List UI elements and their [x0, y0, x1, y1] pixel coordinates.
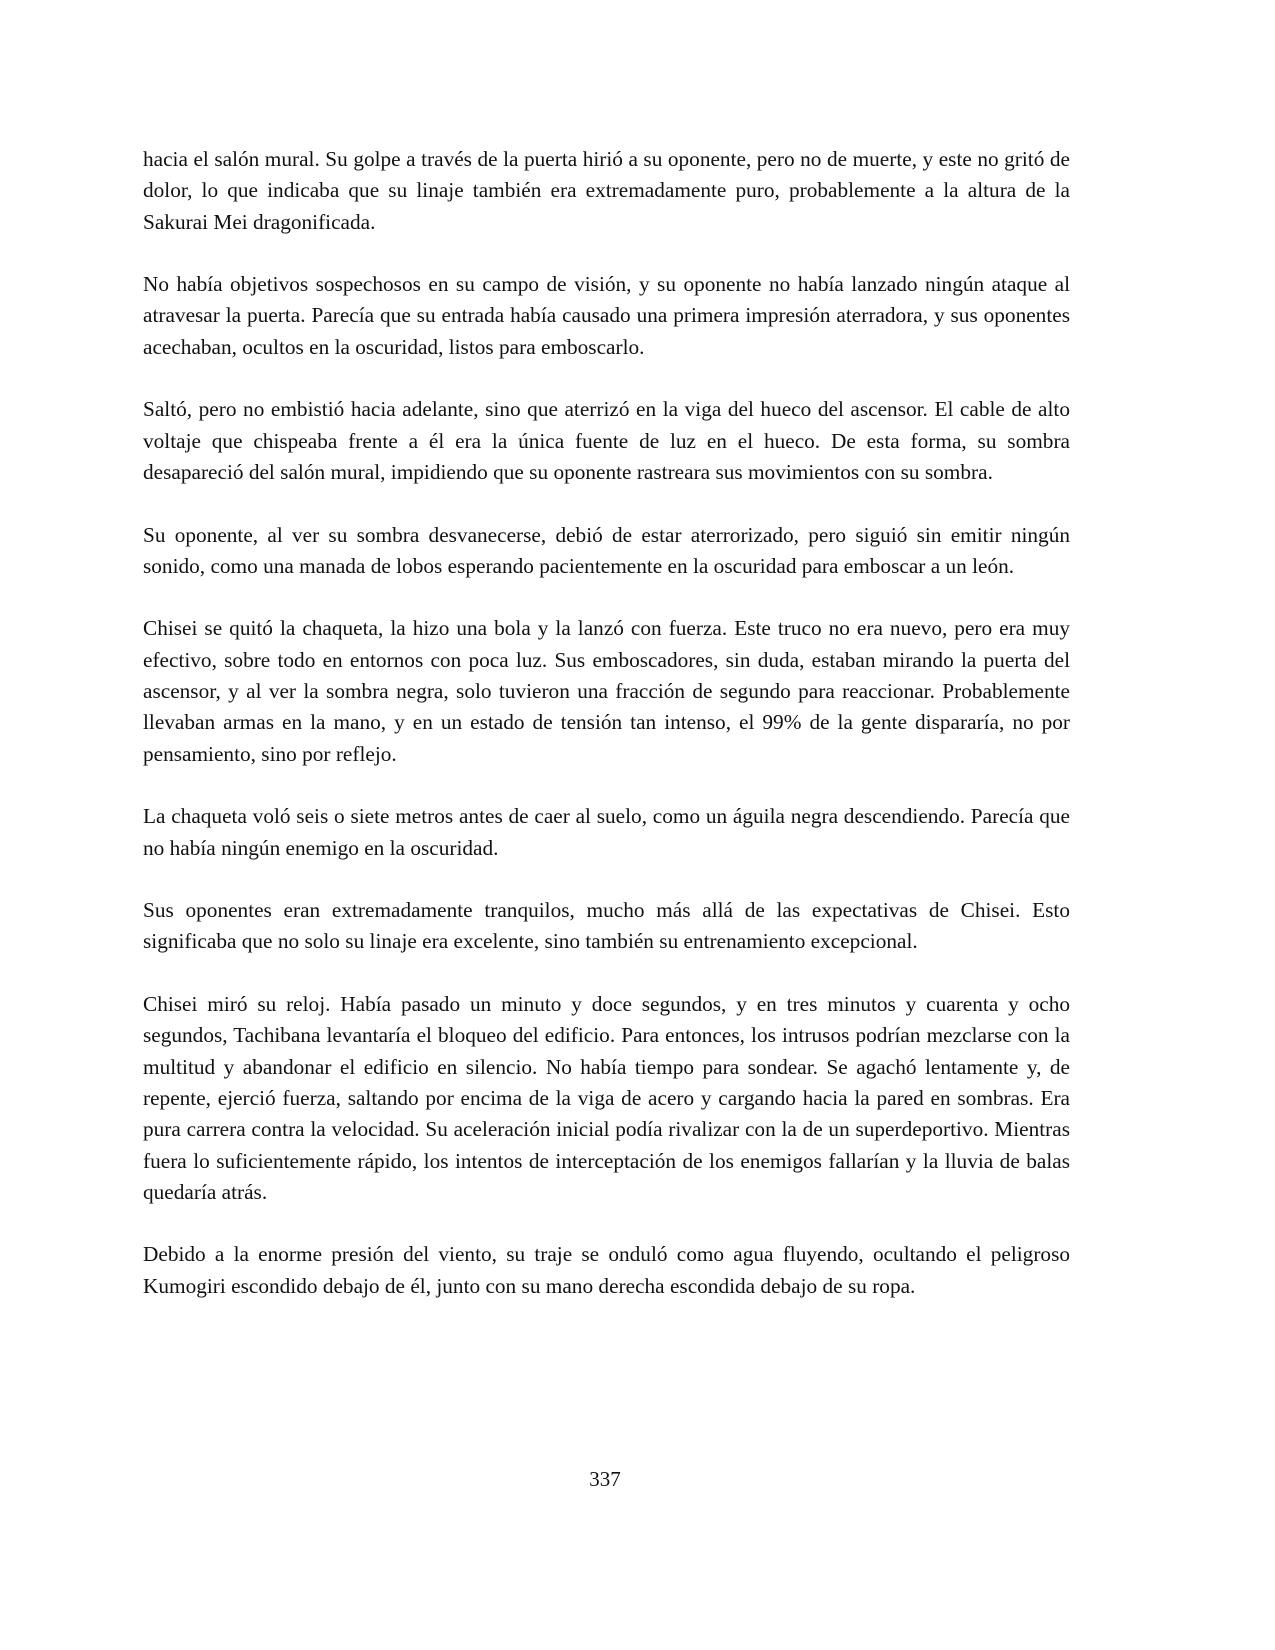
page-body: [143, 144, 1070, 1333]
paragraph: Chisei miró su reloj. Había pasado un minuto y doce segundos, y en tres minutos y cuarenta y ocho segundos, Tachibana levantaría el bloqueo del edificio. Para entonces, los intrusos podrían mezclarse con la multitud y abandonar el edificio en silencio. No había tiempo para sondear. Se agachó lentamente y, de repente, ejerció fuerza, saltando por encima de la viga de acero y cargando hacia la pared en sombras. Era pura carrera contra la velocidad. Su aceleración inicial podía rivalizar con la de un superdeportivo. Mientras fuera lo suficientemente rápido, los intentos de interceptación de los enemigos fallarían y la lluvia de balas quedaría atrás.: [143, 992, 1070, 1204]
page-number: 337: [589, 1467, 621, 1491]
paragraph: Debido a la enorme presión del viento, su traje se onduló como agua fluyendo, ocultando el peligroso Kumogiri escondido debajo de él, junto con su mano derecha escondida debajo de su ropa.: [143, 1242, 1070, 1298]
paragraph: Sus oponentes eran extremadamente tranquilos, mucho más allá de las expectativas de Chisei. Esto significaba que no solo su linaje era excelente, sino también su entrenamiento excepcional.: [143, 898, 1070, 954]
paragraph: Chisei se quitó la chaqueta, la hizo una bola y la lanzó con fuerza. Este truco no era nuevo, pero era muy efectivo, sobre todo en entornos con poca luz. Sus emboscadores, sin duda, estaban mirando la puerta del ascensor, y al ver la sombra negra, solo tuvieron una fracción de segundo para reaccionar. Probablemente llevaban armas en la mano, y en un estado de tensión tan intenso, el 99% de la gente dispararía, no por pensamiento, sino por reflejo.: [143, 616, 1070, 766]
paragraph: La chaqueta voló seis o siete metros antes de caer al suelo, como un águila negra descendiendo. Parecía que no había ningún enemigo en la oscuridad.: [143, 804, 1070, 860]
paragraph: Su oponente, al ver su sombra desvanecerse, debió de estar aterrorizado, pero siguió sin emitir ningún sonido, como una manada de lobos esperando pacientemente en la oscuridad para emboscar a un león.: [143, 522, 1070, 578]
paragraph: No había objetivos sospechosos en su campo de visión, y su oponente no había lanzado ningún ataque al atravesar la puerta. Parecía que su entrada había causado una primera impresión aterradora, y sus oponentes acechaban, ocultos en la oscuridad, listos para emboscarlo.: [143, 272, 1070, 359]
paragraph: Saltó, pero no embistió hacia adelante, sino que aterrizó en la viga del hueco del ascensor. El cable de alto voltaje que chispeaba frente a él era la única fuente de luz en el hueco. De esta forma, su sombra desapareció del salón mural, impidiendo que su oponente rastreara sus movimientos con su sombra.: [143, 397, 1070, 484]
paragraph: hacia el salón mural. Su golpe a través de la puerta hirió a su oponente, pero no de muerte, y este no gritó de dolor, lo que indicaba que su linaje también era extremadamente puro, probablemente a la altura de la Sakurai Mei dragonificada.: [143, 147, 1070, 234]
